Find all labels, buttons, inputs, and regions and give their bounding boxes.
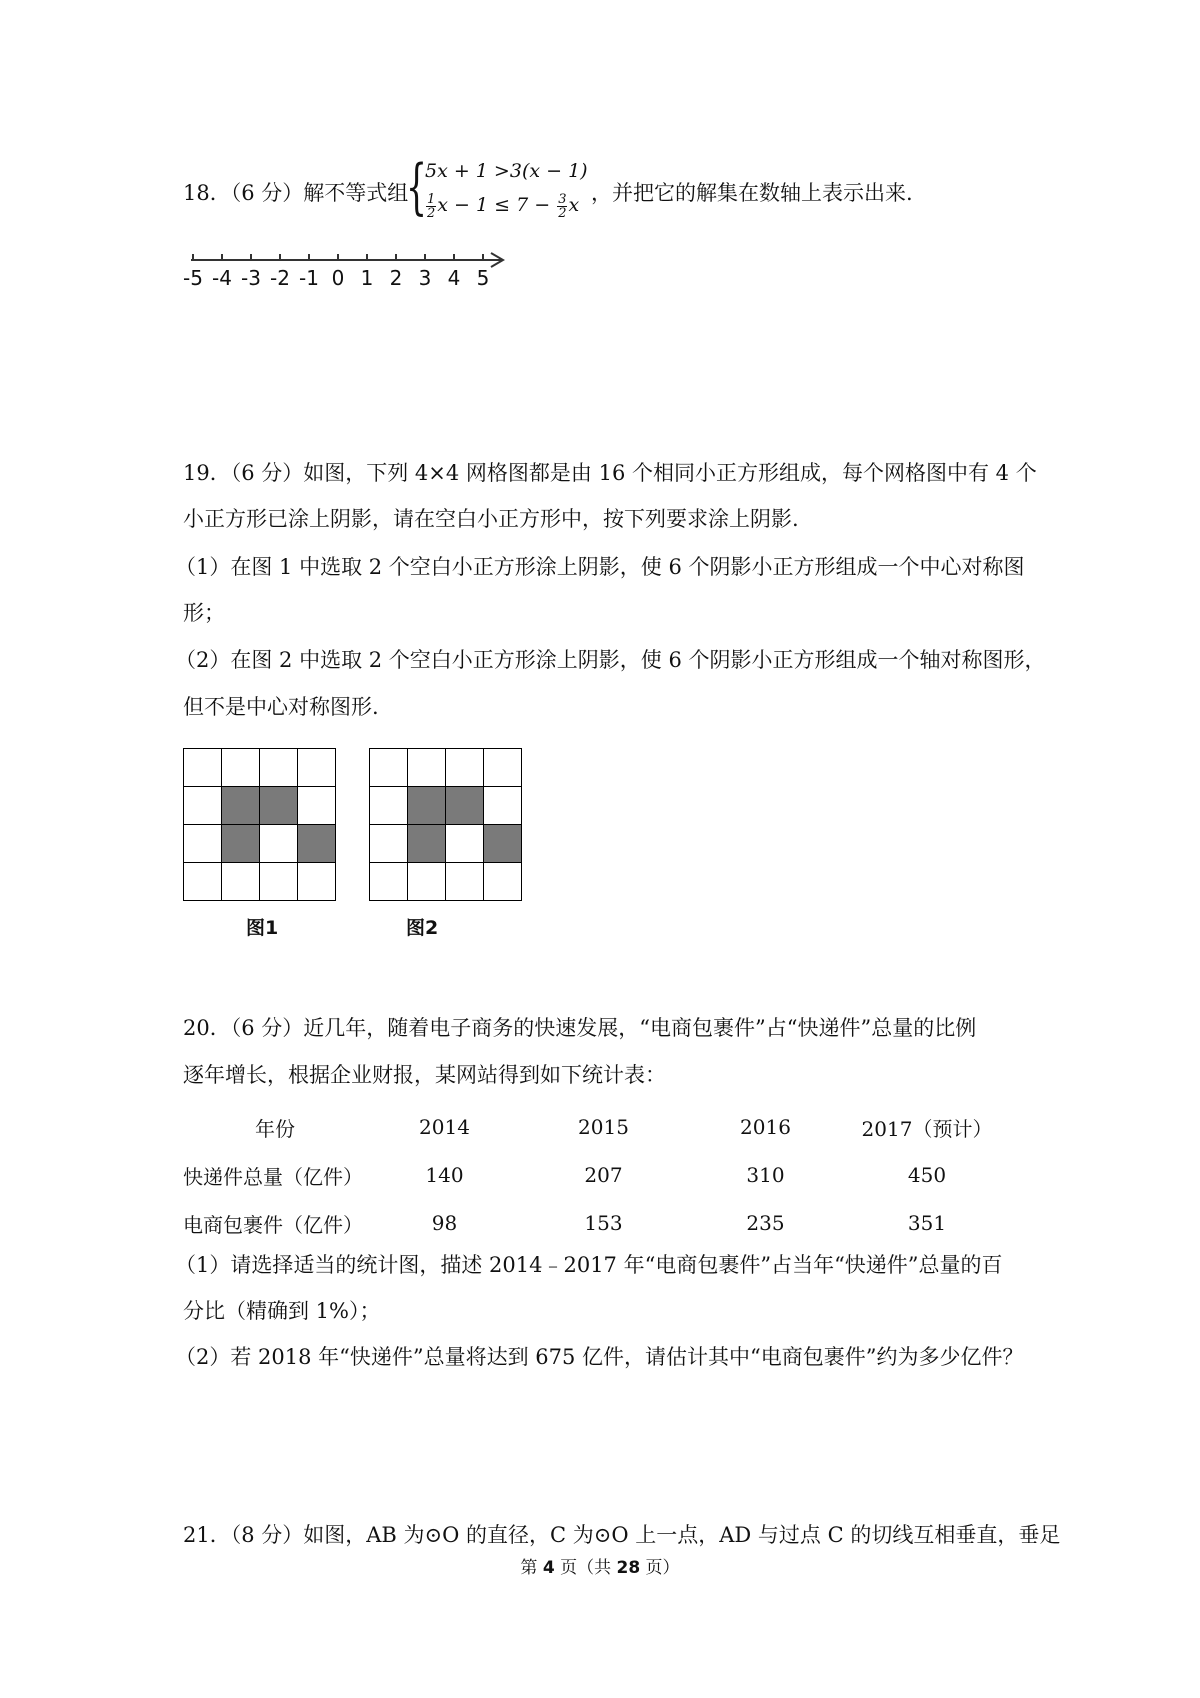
table-row <box>183 1151 1008 1199</box>
grid-cell-shaded <box>221 824 260 863</box>
figure-1-caption: 图1 <box>246 917 279 939</box>
q19-part2-line1: （2）在图 2 中选取 2 个空白小正方形涂上阴影，使 6 个阴影小正方形组成一个轴对称图形， <box>175 648 1046 672</box>
q19-part1-line2: 形； <box>183 601 225 625</box>
number-line-label: 4 <box>447 266 461 290</box>
grid-cell-blank <box>259 862 298 901</box>
q19-line2: 小正方形已涂上阴影，请在空白小正方形中，按下列要求涂上阴影. <box>183 507 799 531</box>
q20-part1-line2: 分比（精确到 1%）； <box>183 1299 381 1323</box>
grid-cell-blank <box>369 786 408 825</box>
grid-cell-shaded <box>297 824 336 863</box>
grid-cell-blank <box>445 862 484 901</box>
q18-prefix: 18．（6 分）解不等式组 <box>183 181 409 205</box>
fraction-three-halves: $\frac{3}{2}$ <box>558 191 567 221</box>
grid-cell-blank <box>407 862 446 901</box>
grid-cell-blank <box>183 786 222 825</box>
table-header-cell: 2014 <box>419 1115 470 1139</box>
grid-cell-blank <box>221 862 260 901</box>
grid-cell-shaded <box>445 786 484 825</box>
grid-cell-blank <box>183 748 222 787</box>
grid-figure-1 <box>183 748 335 900</box>
table-header-cell: 2016 <box>740 1115 791 1139</box>
grid-cell-blank <box>483 786 522 825</box>
q19-part2-line2: 但不是中心对称图形. <box>183 695 379 719</box>
grid-cell-shaded <box>221 786 260 825</box>
grid-cell-shaded <box>259 786 298 825</box>
table-header-cell: 2017（预计） <box>861 1116 993 1141</box>
grid-cell-blank <box>297 748 336 787</box>
table-header-cell: 年份 <box>255 1116 295 1141</box>
grid-cell-shaded <box>407 824 446 863</box>
number-line-label: -5 <box>183 266 203 290</box>
table-cell: 235 <box>746 1211 785 1235</box>
grid-cell-blank <box>183 862 222 901</box>
table-row-label: 电商包裹件（亿件） <box>183 1212 363 1237</box>
q20-line1: 20．（6 分）近几年，随着电子商务的快速发展，“电商包裹件”占“快递件”总量的比例 <box>183 1016 977 1040</box>
system-brace: { <box>406 152 428 222</box>
number-line-label: -3 <box>241 266 261 290</box>
grid-figure-2 <box>369 748 521 900</box>
grid-cell-blank <box>369 862 408 901</box>
grid-cell-blank <box>259 824 298 863</box>
table-header-cell: 2015 <box>578 1115 629 1139</box>
q18-suffix: ，并把它的解集在数轴上表示出来. <box>591 181 913 205</box>
grid-cell-blank <box>183 824 222 863</box>
total-pages: 28 <box>616 1558 641 1578</box>
inequality-1: 5x + 1 >3(x − 1) <box>425 160 588 182</box>
table-cell: 98 <box>431 1211 458 1235</box>
table-row-label: 快递件总量（亿件） <box>183 1164 363 1189</box>
grid-cell-blank <box>259 748 298 787</box>
figure-2-caption: 图2 <box>406 917 439 939</box>
table-row <box>183 1199 1008 1247</box>
number-line-label: -1 <box>299 266 319 290</box>
q20-part1-line1: （1）请选择适当的统计图，描述 2014﹣2017 年“电商包裹件”占当年“快递件”总量的百 <box>175 1253 1003 1277</box>
table-cell: 351 <box>907 1211 947 1235</box>
fraction-half: $\frac{1}{2}$ <box>427 191 436 221</box>
number-line-label: 2 <box>389 266 403 290</box>
grid-cell-shaded <box>407 786 446 825</box>
grid-cell-blank <box>483 748 522 787</box>
grid-cell-blank <box>297 786 336 825</box>
grid-cell-blank <box>407 748 446 787</box>
q20-part2: （2）若 2018 年“快递件”总量将达到 675 亿件，请估计其中“电商包裹件”约为多少亿件？ <box>175 1345 1024 1369</box>
grid-cell-blank <box>221 748 260 787</box>
page-footer: 第 4 页（共 28 页） <box>520 1558 680 1578</box>
grid-cell-blank <box>369 748 408 787</box>
grid-cell-blank <box>445 824 484 863</box>
q20-line2: 逐年增长，根据企业财报，某网站得到如下统计表： <box>183 1063 666 1087</box>
grid-cell-blank <box>369 824 408 863</box>
number-line-label: 0 <box>331 266 345 290</box>
table-cell: 450 <box>907 1163 947 1187</box>
current-page: 4 <box>542 1558 555 1578</box>
number-line-label: -4 <box>212 266 232 290</box>
q21-line1: 21．（8 分）如图，AB 为⊙O 的直径，C 为⊙O 上一点，AD 与过点 C 的切线互相垂直，垂足 <box>183 1523 1061 1547</box>
grid-cell-blank <box>445 748 484 787</box>
number-line-label: 3 <box>418 266 432 290</box>
q19-part1-line1: （1）在图 1 中选取 2 个空白小正方形涂上阴影，使 6 个阴影小正方形组成一个中心对称图 <box>175 555 1025 579</box>
table-cell: 140 <box>425 1163 464 1187</box>
table-cell: 310 <box>746 1163 785 1187</box>
table-header-row <box>183 1103 1008 1151</box>
table-cell: 153 <box>584 1211 623 1235</box>
number-line-label: 1 <box>360 266 374 290</box>
number-line-label: -2 <box>270 266 290 290</box>
table-cell: 207 <box>584 1163 623 1187</box>
inequality-2: $\frac{1}{2}$ x − 1 ≤ 7 − $\frac{3}{2}$ x <box>427 191 580 221</box>
grid-cell-blank <box>297 862 336 901</box>
q19-line1: 19．（6 分）如图，下列 4×4 网格图都是由 16 个相同小正方形组成，每个网格图中有 4 个 <box>183 461 1037 485</box>
grid-cell-shaded <box>483 824 522 863</box>
express-stats-table <box>183 1103 1008 1247</box>
number-line-label: 5 <box>476 266 490 290</box>
grid-cell-blank <box>483 862 522 901</box>
